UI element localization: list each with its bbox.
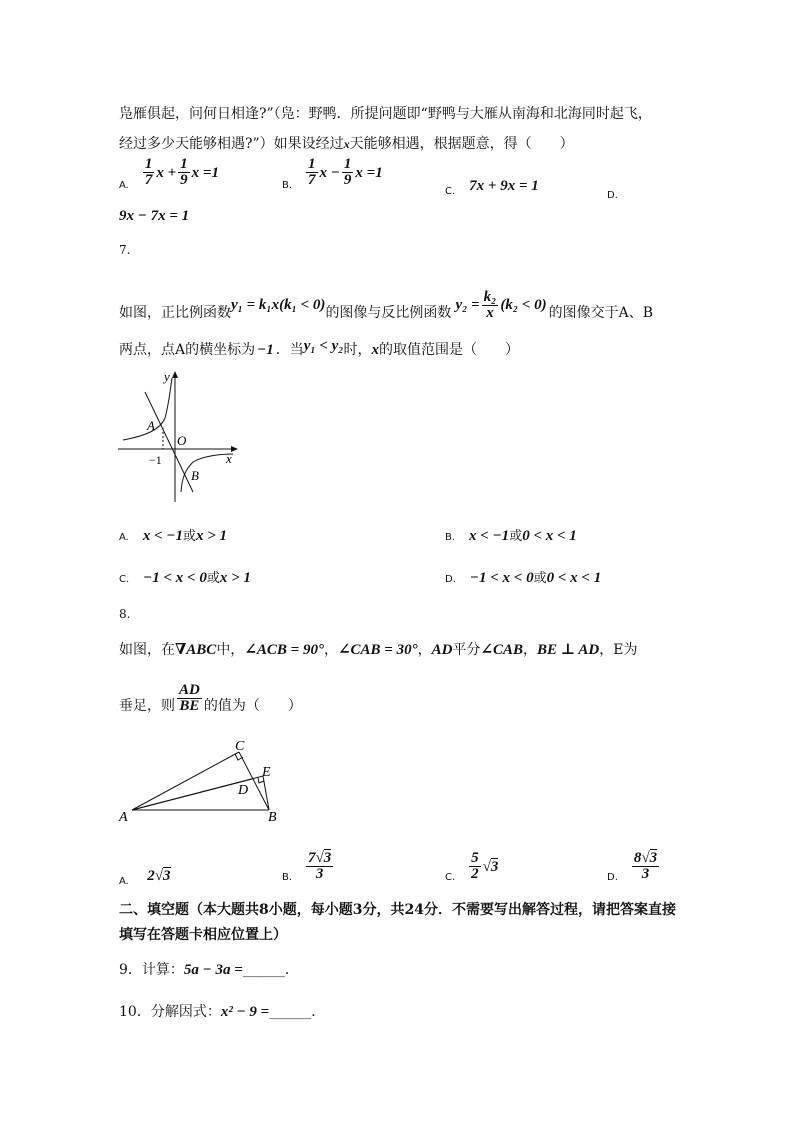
q8-option-a[interactable]: A. 2√3 [119,868,171,887]
q6-option-b[interactable]: B. $\frac{1}{7}$ x − $\frac{1}{9}$ x =1 [282,156,383,191]
point-a-label: A [147,418,155,433]
q8-option-d[interactable]: D. $\frac{8√3}{3}$ [607,850,658,883]
q10-line: 10．分解因式：x² − 9 =______． [119,1004,326,1020]
q9-line: 9．计算：5a − 3a =______． [119,962,299,978]
section2-heading-line1: 二、填空题（本大题共8小题，每小题3分，共24分．不需要写出解答过程，请把答案直接 [119,902,676,918]
vertex-c: C [235,739,245,754]
q6-option-c[interactable]: C. 7x + 9x = 1 [445,178,539,197]
q6-option-d-label[interactable]: D. [607,190,618,201]
q7-option-d[interactable]: D. −1 < x < 0或0 < x < 1 [445,570,602,586]
vertex-b: B [268,810,277,825]
origin-label: O [177,433,187,448]
q6-option-d-expr[interactable]: 9x − 7x = 1 [119,208,190,224]
y-axis-label: y [164,369,170,384]
tick-label: −1 [149,453,162,467]
q8-line2: 垂足，则 $\frac{AD}{BE}$ 的值为（ ） [119,681,302,714]
x-axis-label: x [226,451,232,466]
point-e: E [262,765,271,780]
q8-number: 8. [119,607,131,621]
q7-number: 7. [119,243,131,257]
q6-line1: 凫雁俱起，问何日相逢?”（凫：野鸭．所提问题即“野鸭与大雁从南海和北海同时起飞， [119,106,652,122]
q7-line1: 如图，正比例函数 y₁ = k₁x(k₁ < 0) 的图像与反比例函数 y₂ = $\frac{\text{k₂}}{x}$ (k₂ < 0) 的图像交于A、B [119,288,654,321]
q10-answer-blank[interactable]: ______ [269,1004,312,1020]
q8-option-b[interactable]: B. $\frac{7√3}{3}$ [282,850,332,883]
q7-option-b[interactable]: B. x < −1或0 < x < 1 [445,528,577,544]
section2-heading-line2: 填写在答题卡相应位置上） [119,927,287,943]
q8-triangle-figure [117,738,287,828]
vertex-a: A [119,810,128,825]
q8-line1: 如图，在∇ABC中，∠ACB = 90°，∠CAB = 30°，AD平分∠CAB，BE ⊥ AD，E为 [119,642,638,658]
q9-answer-blank[interactable]: ______ [242,962,285,978]
q7-option-c[interactable]: C. −1 < x < 0或x > 1 [119,570,251,586]
q7-line2: 两点，点A的横坐标为 −1 ．当y₁ < y₂时，x的取值范围是（ ） [119,338,520,358]
q6-option-a[interactable]: A. $\frac{1}{7}$ x + $\frac{1}{9}$ x =1 [119,156,219,191]
point-b-label: B [191,468,199,483]
q7-option-a[interactable]: A. x < −1或x > 1 [119,528,228,544]
q7-graph-figure [115,368,245,503]
point-d: D [238,783,249,798]
q6-line2: 经过多少天能够相遇?”）如果设经过x天能够相遇，根据题意，得（ ） [119,136,574,152]
q8-option-c[interactable]: C. $\frac{5}{2}$ √3 [445,850,499,883]
